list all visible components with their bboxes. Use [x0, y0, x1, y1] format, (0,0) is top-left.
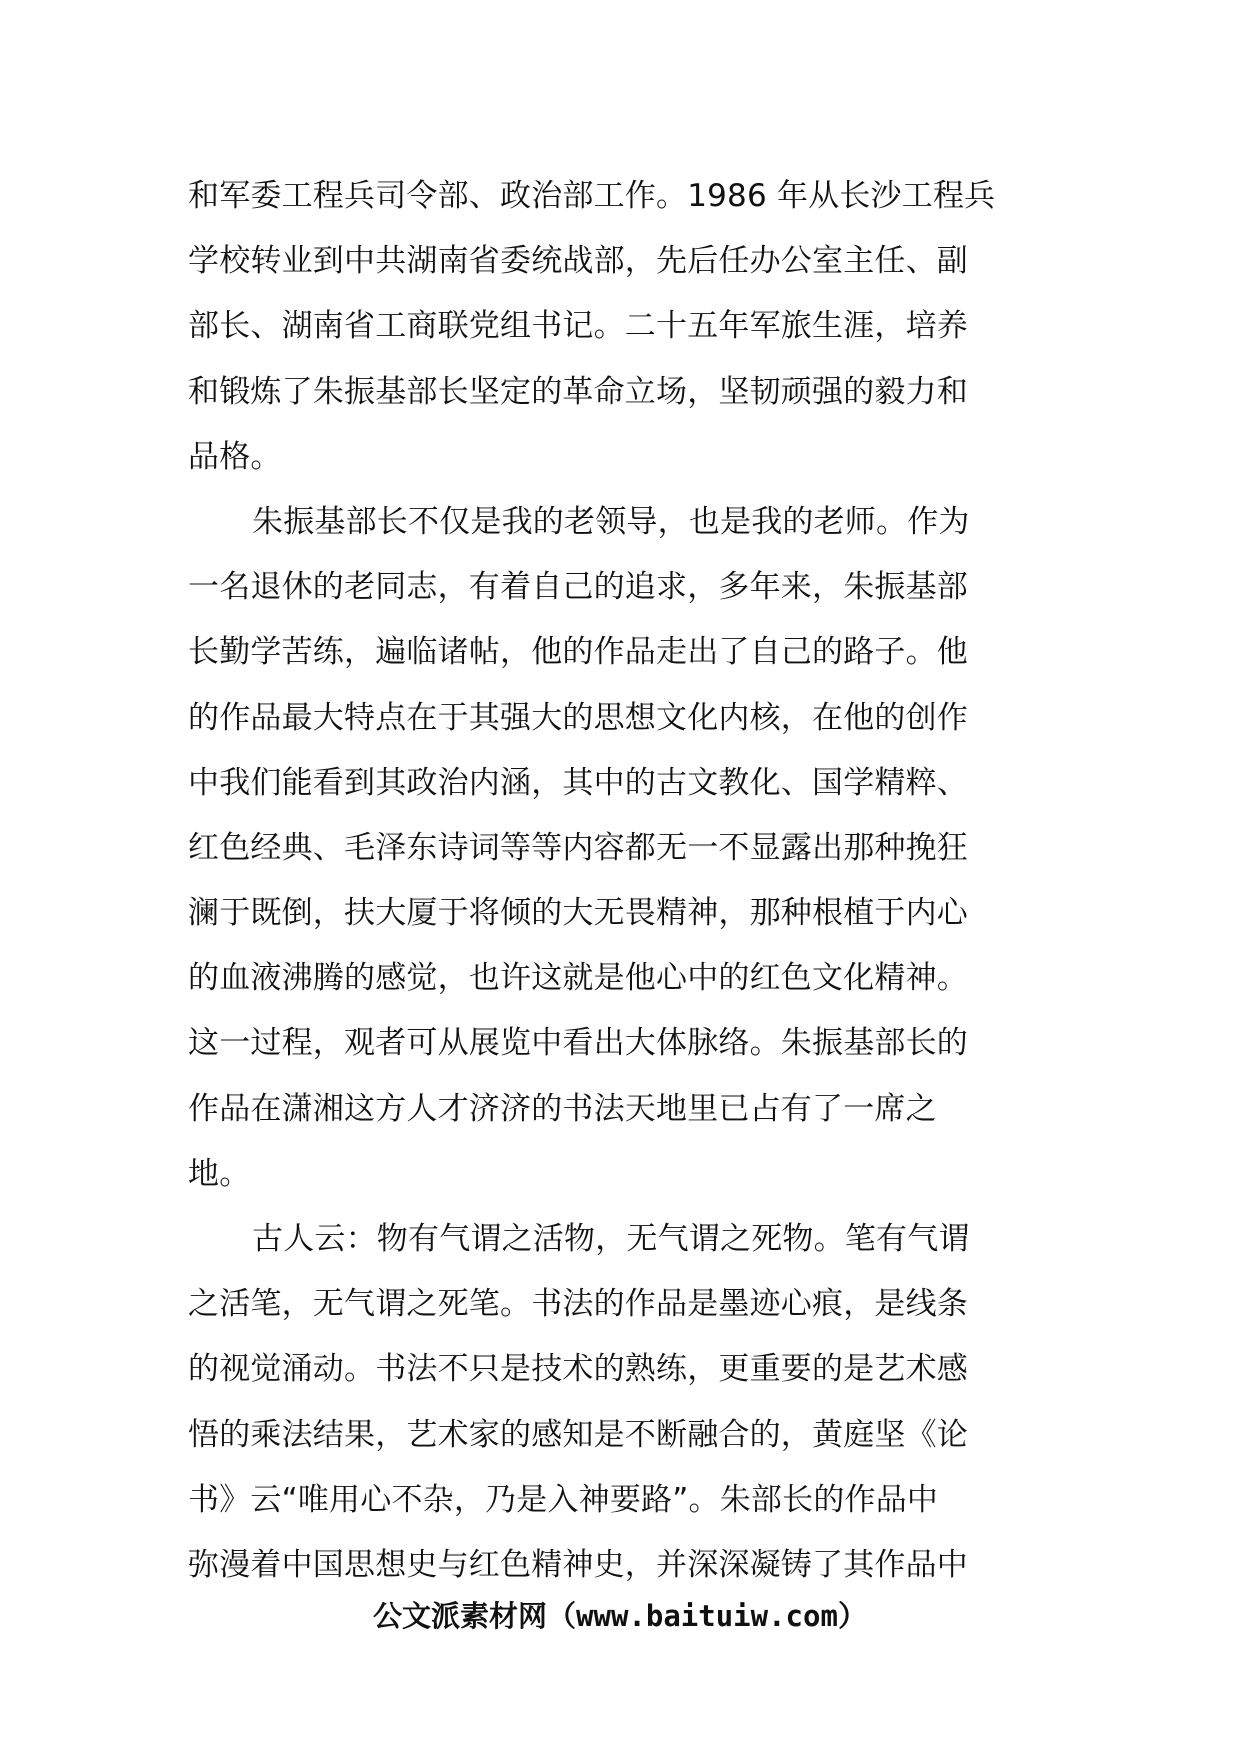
text-line: 之活笔，无气谓之死笔。书法的作品是墨迹心痕，是线条 — [188, 1286, 968, 1323]
text-line: 学校转业到中共湖南省委统战部，先后任办公室主任、副 — [188, 243, 968, 280]
text-line: 书》云“唯用心不杂，乃是入神要路”。朱部长的作品中 — [188, 1481, 939, 1518]
text-line: 红色经典、毛泽东诗词等等内容都无一不显露出那种挽狂 — [188, 829, 968, 866]
text-line: 地。 — [188, 1155, 251, 1192]
text-line: 这一过程，观者可从展览中看出大体脉络。朱振基部长的 — [188, 1025, 968, 1062]
text-line: 长勤学苦练，遍临诸帖，他的作品走出了自己的路子。他 — [188, 634, 968, 671]
text-line: 的血液沸腾的感觉，也许这就是他心中的红色文化精神。 — [188, 960, 968, 997]
text-line: 中我们能看到其政治内涵，其中的古文教化、国学精粹、 — [188, 764, 968, 801]
text-line: 弥漫着中国思想史与红色精神史，并深深凝铸了其作品中 — [188, 1546, 968, 1583]
text-line: 和锻炼了朱振基部长坚定的革命立场，坚韧顽强的毅力和 — [188, 373, 968, 410]
footer-watermark: 公文派素材网（www.baituiw.com） — [373, 1599, 867, 1633]
text-line: 朱振基部长不仅是我的老领导，也是我的老师。作为 — [252, 503, 970, 540]
text-line: 澜于既倒，扶大厦于将倾的大无畏精神，那种根植于内心 — [188, 895, 968, 932]
document-body — [188, 164, 1060, 1598]
text-line: 和军委工程兵司令部、政治部工作。1986 年从长沙工程兵 — [188, 178, 996, 214]
text-line: 的视觉涌动。书法不只是技术的熟练，更重要的是艺术感 — [188, 1351, 968, 1388]
text-line: 的作品最大特点在于其强大的思想文化内核，在他的创作 — [188, 699, 968, 736]
text-line: 部长、湖南省工商联党组书记。二十五年军旅生涯，培养 — [188, 308, 968, 345]
text-line: 作品在潇湘这方人才济济的书法天地里已占有了一席之 — [188, 1090, 937, 1127]
text-line: 品格。 — [188, 438, 282, 475]
text-line: 一名退休的老同志，有着自己的追求，多年来，朱振基部 — [188, 569, 968, 606]
text-line: 古人云：物有气谓之活物，无气谓之死物。笔有气谓 — [252, 1221, 970, 1257]
text-line: 悟的乘法结果，艺术家的感知是不断融合的，黄庭坚《论 — [188, 1416, 968, 1453]
